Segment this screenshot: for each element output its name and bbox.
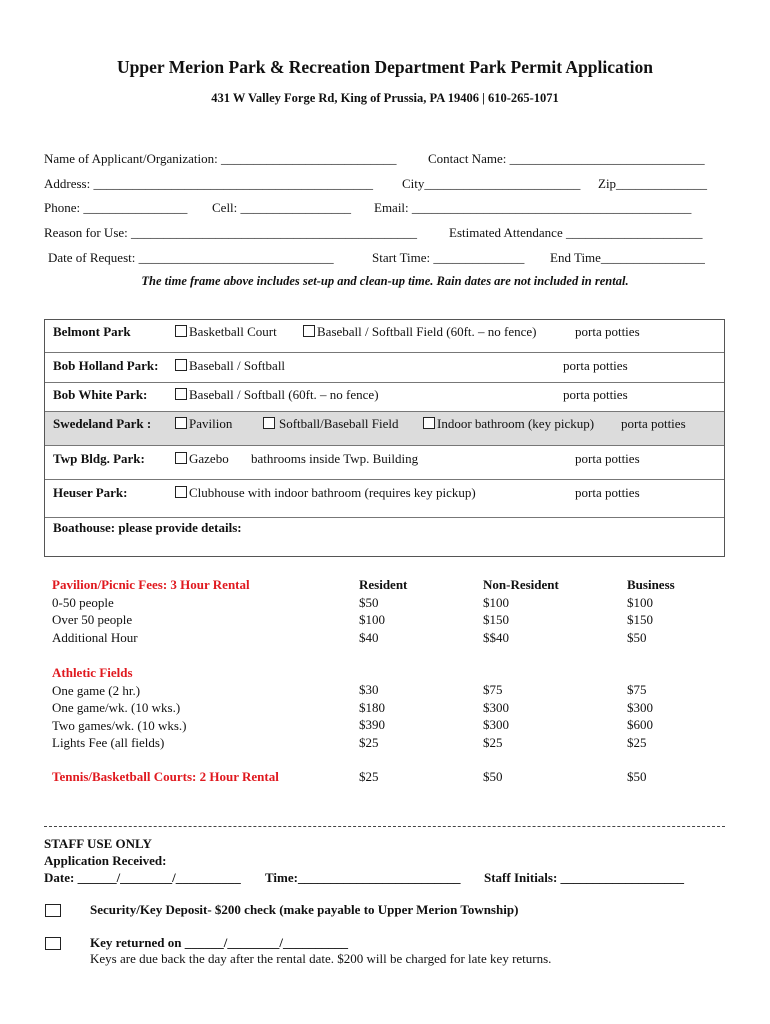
fee-value: $25 (627, 734, 647, 750)
received-time-field[interactable]: Time:_________________________ (265, 870, 461, 885)
fee-value: $25 (483, 734, 503, 750)
park-row-heuser (45, 479, 724, 518)
fee-labels-athletic (52, 664, 187, 752)
park-row-twp-bldg (45, 445, 724, 480)
checkbox-basketball-court[interactable]: Basketball Court (175, 324, 277, 340)
porta-potties-label: porta potties (575, 324, 640, 339)
nonresident-header: Non-Resident (483, 577, 559, 592)
page-title: Upper Merion Park & Recreation Department Park Permit Application (117, 57, 653, 77)
checkbox-baseball-softball[interactable]: Baseball / Softball (175, 358, 285, 374)
fee-value: $300 (483, 717, 509, 732)
park-name: Twp Bldg. Park: (53, 451, 145, 466)
request-date-field[interactable]: Date of Request: ______________________________ (48, 250, 334, 265)
city-field[interactable]: City________________________ (402, 176, 581, 191)
fee-value: $100 (627, 594, 653, 610)
checkbox-icon[interactable] (175, 359, 187, 371)
fee-value: $150 (627, 612, 653, 627)
deposit-checkbox[interactable] (45, 904, 61, 917)
fee-value: $300 (627, 699, 653, 715)
checkbox-icon[interactable] (423, 417, 435, 429)
park-row-bob-white (45, 382, 724, 412)
start-time-field[interactable]: Start Time: ______________ (372, 250, 525, 265)
checkbox-gazebo[interactable]: Gazebo (175, 451, 229, 467)
resident-column-pavilion (359, 576, 407, 646)
received-date-field[interactable]: Date: ______/________/__________ (44, 870, 241, 885)
fee-row-label: Additional Hour (52, 629, 138, 645)
applicant-field[interactable]: Name of Applicant/Organization: ___________________________ (44, 151, 397, 166)
key-return-note: Keys are due back the day after the rental date. $200 will be charged for late key returns. (90, 951, 552, 966)
park-name: Bob Holland Park: (53, 358, 159, 373)
checkbox-icon[interactable] (175, 452, 187, 464)
fee-value: $25 (359, 734, 379, 750)
checkbox-baseball-softball-60ft[interactable]: Baseball / Softball (60ft. – no fence) (175, 387, 379, 403)
park-selection-table (44, 319, 725, 557)
fee-value: $50 (627, 629, 647, 645)
address-line: 431 W Valley Forge Rd, King of Prussia, PA 19406 | 610-265-1071 (211, 91, 559, 105)
nonresident-column-pavilion (483, 576, 559, 646)
checkbox-icon[interactable] (175, 388, 187, 400)
porta-potties-label: porta potties (563, 358, 628, 373)
fee-value: $$40 (483, 629, 509, 645)
park-row-belmont (45, 320, 724, 352)
end-time-field[interactable]: End Time________________ (550, 250, 705, 265)
checkbox-icon[interactable] (263, 417, 275, 429)
twp-bathrooms-text: bathrooms inside Twp. Building (251, 451, 419, 466)
checkbox-clubhouse[interactable]: Clubhouse with indoor bathroom (requires key pickup) (175, 485, 476, 501)
park-row-swedeland (45, 411, 724, 446)
porta-potties-label: porta potties (621, 416, 686, 431)
resident-column-athletic (359, 681, 385, 751)
fee-row-label: Two games/wk. (10 wks.) (52, 717, 187, 733)
park-row-boathouse[interactable] (45, 517, 724, 557)
athletic-fields-title: Athletic Fields (52, 665, 133, 680)
application-received-label: Application Received: (44, 853, 167, 868)
porta-potties-label: porta potties (575, 485, 640, 500)
cell-field[interactable]: Cell: _________________ (212, 200, 352, 215)
park-name: Heuser Park: (53, 485, 128, 500)
fee-labels-pavilion (52, 576, 250, 646)
key-returned-field[interactable]: Key returned on ______/________/__________ (90, 935, 348, 950)
contact-name-field[interactable]: Contact Name: ______________________________ (428, 151, 705, 166)
fee-row-label: One game/wk. (10 wks.) (52, 700, 181, 715)
fee-value: $30 (359, 682, 379, 697)
fee-value: $180 (359, 699, 385, 715)
boathouse-details-label: Boathouse: please provide details: (53, 520, 242, 535)
checkbox-softball-baseball-field[interactable]: Softball/Baseball Field (263, 416, 399, 432)
nonresident-column-athletic (483, 681, 509, 751)
business-header: Business (627, 577, 675, 592)
fee-value: $100 (483, 594, 509, 610)
fee-value: $300 (483, 699, 509, 715)
resident-header: Resident (359, 577, 408, 592)
fee-value: $50 (359, 594, 379, 610)
park-name: Swedeland Park : (53, 416, 152, 431)
fee-value: $600 (627, 717, 653, 732)
fee-row-label: Lights Fee (all fields) (52, 735, 165, 750)
checkbox-icon[interactable] (175, 486, 187, 498)
checkbox-pavilion[interactable]: Pavilion (175, 416, 232, 432)
fee-value: $150 (483, 612, 509, 627)
tennis-resident-fee: $25 (359, 769, 379, 784)
pavilion-fees-title: Pavilion/Picnic Fees: 3 Hour Rental (52, 577, 250, 592)
attendance-field[interactable]: Estimated Attendance _____________________ (449, 225, 703, 240)
porta-potties-label: porta potties (575, 451, 640, 466)
timeframe-note: The time frame above includes set-up and clean-up time. Rain dates are not included in rental. (141, 274, 629, 288)
address-field[interactable]: Address: ___________________________________________ (44, 176, 373, 191)
reason-field[interactable]: Reason for Use: ____________________________________________ (44, 225, 418, 240)
checkbox-icon[interactable] (175, 417, 187, 429)
fee-value: $390 (359, 717, 385, 732)
deposit-label: Security/Key Deposit- $200 check (make payable to Upper Merion Township) (90, 902, 519, 917)
park-name: Belmont Park (53, 324, 131, 339)
tennis-nonresident-fee: $50 (483, 769, 503, 784)
tennis-business-fee: $50 (627, 769, 647, 784)
email-field[interactable]: Email: ___________________________________________ (374, 200, 692, 215)
business-column-athletic (627, 681, 653, 751)
checkbox-icon[interactable] (303, 325, 315, 337)
phone-field[interactable]: Phone: ________________ (44, 200, 188, 215)
staff-use-heading: STAFF USE ONLY (44, 836, 152, 851)
fee-value: $75 (483, 682, 503, 697)
business-column-pavilion (627, 576, 675, 646)
fee-value: $75 (627, 682, 647, 697)
park-name: Bob White Park: (53, 387, 148, 402)
fee-row-label: Over 50 people (52, 612, 133, 627)
porta-potties-label: porta potties (563, 387, 628, 402)
fee-row-label: One game (2 hr.) (52, 682, 141, 698)
checkbox-icon[interactable] (175, 325, 187, 337)
park-row-bob-holland (45, 352, 724, 383)
fee-row-label: 0-50 people (52, 594, 114, 610)
fee-value: $40 (359, 629, 379, 645)
staff-initials-field[interactable]: Staff Initials: ___________________ (484, 870, 685, 885)
zip-field[interactable]: Zip______________ (598, 176, 708, 191)
tennis-courts-title: Tennis/Basketball Courts: 2 Hour Rental (52, 769, 279, 784)
checkbox-indoor-bathroom[interactable]: Indoor bathroom (key pickup) (423, 416, 594, 432)
checkbox-baseball-softball-field[interactable]: Baseball / Softball Field (60ft. – no fence) (303, 324, 537, 340)
fee-value: $100 (359, 612, 385, 627)
key-returned-checkbox[interactable] (45, 937, 61, 950)
divider (44, 826, 725, 827)
